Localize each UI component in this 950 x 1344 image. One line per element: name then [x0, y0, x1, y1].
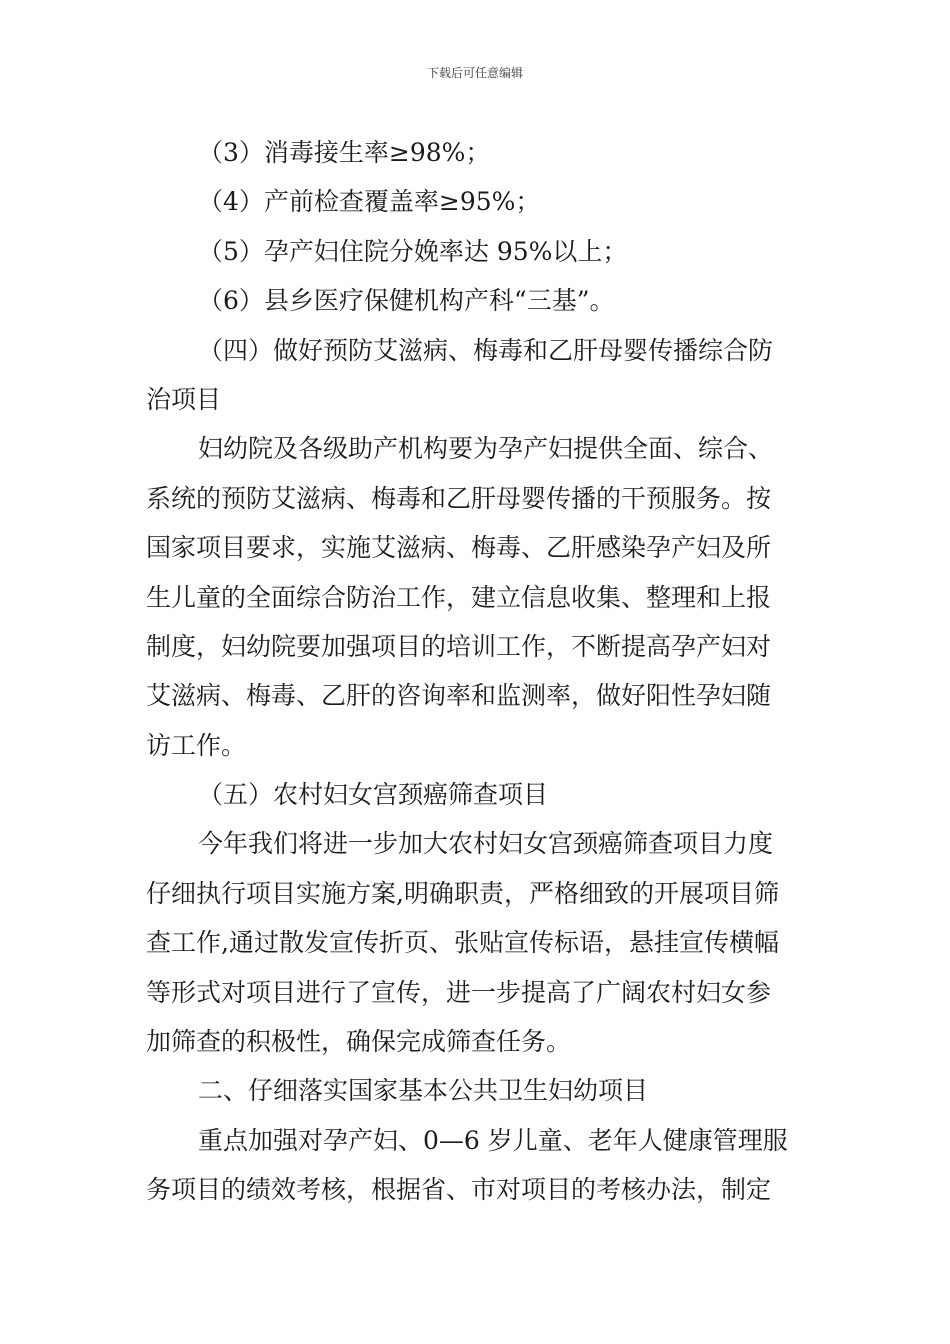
text-line: 务项目的绩效考核，根据省、市对项目的考核办法，制定: [146, 1175, 772, 1205]
page-header: 下载后可任意编辑: [426, 66, 523, 80]
text-line: 仔细执行项目实施方案,明确职责，严格细致的开展项目筛: [146, 878, 779, 908]
text-line: 生儿童的全面综合防治工作，建立信息收集、整理和上报: [146, 582, 772, 612]
text-line: 加筛查的积极性，确保完成筛查任务。: [146, 1027, 572, 1057]
text-line: 制度，妇幼院要加强项目的培训工作，不断提高孕产妇对: [146, 631, 772, 661]
text-line: 系统的预防艾滋病、梅毒和乙肝母婴传播的干预服务。按: [146, 483, 772, 513]
section-heading-continued: 治项目: [146, 384, 222, 414]
text-line: 今年我们将进一步加大农村妇女宫颈癌筛查项目力度: [198, 829, 774, 859]
document-body: [146, 128, 808, 1215]
text-line: （5）孕产妇住院分娩率达 95%以上；: [198, 236, 628, 266]
text-line: 妇幼院及各级助产机构要为孕产妇提供全面、综合、: [198, 434, 774, 464]
text-line: （3）消毒接生率≥98%；: [198, 138, 491, 167]
text-line: （4）产前检查覆盖率≥95%；: [198, 187, 541, 217]
section-heading: （五）农村妇女宫颈癌筛查项目: [198, 780, 549, 810]
text-line: 艾滋病、梅毒、乙肝的咨询率和监测率，做好阳性孕妇随: [146, 681, 772, 711]
text-line: 国家项目要求，实施艾滋病、梅毒、乙肝感染孕产妇及所: [146, 533, 772, 563]
text-line: （6）县乡医疗保健机构产科“三基”。: [198, 286, 615, 316]
section-heading: （四）做好预防艾滋病、梅毒和乙肝母婴传播综合防: [198, 335, 774, 365]
text-line: 等形式对项目进行了宣传，进一步提高了广阔农村妇女参: [146, 977, 772, 1007]
text-line: 访工作。: [146, 730, 247, 760]
text-line: 重点加强对孕产妇、0—6 岁儿童、老年人健康管理服: [198, 1125, 788, 1155]
text-line: 查工作,通过散发宣传折页、张贴宣传标语，悬挂宣传横幅: [146, 928, 779, 958]
section-heading: 二、仔细落实国家基本公共卫生妇幼项目: [198, 1076, 649, 1106]
